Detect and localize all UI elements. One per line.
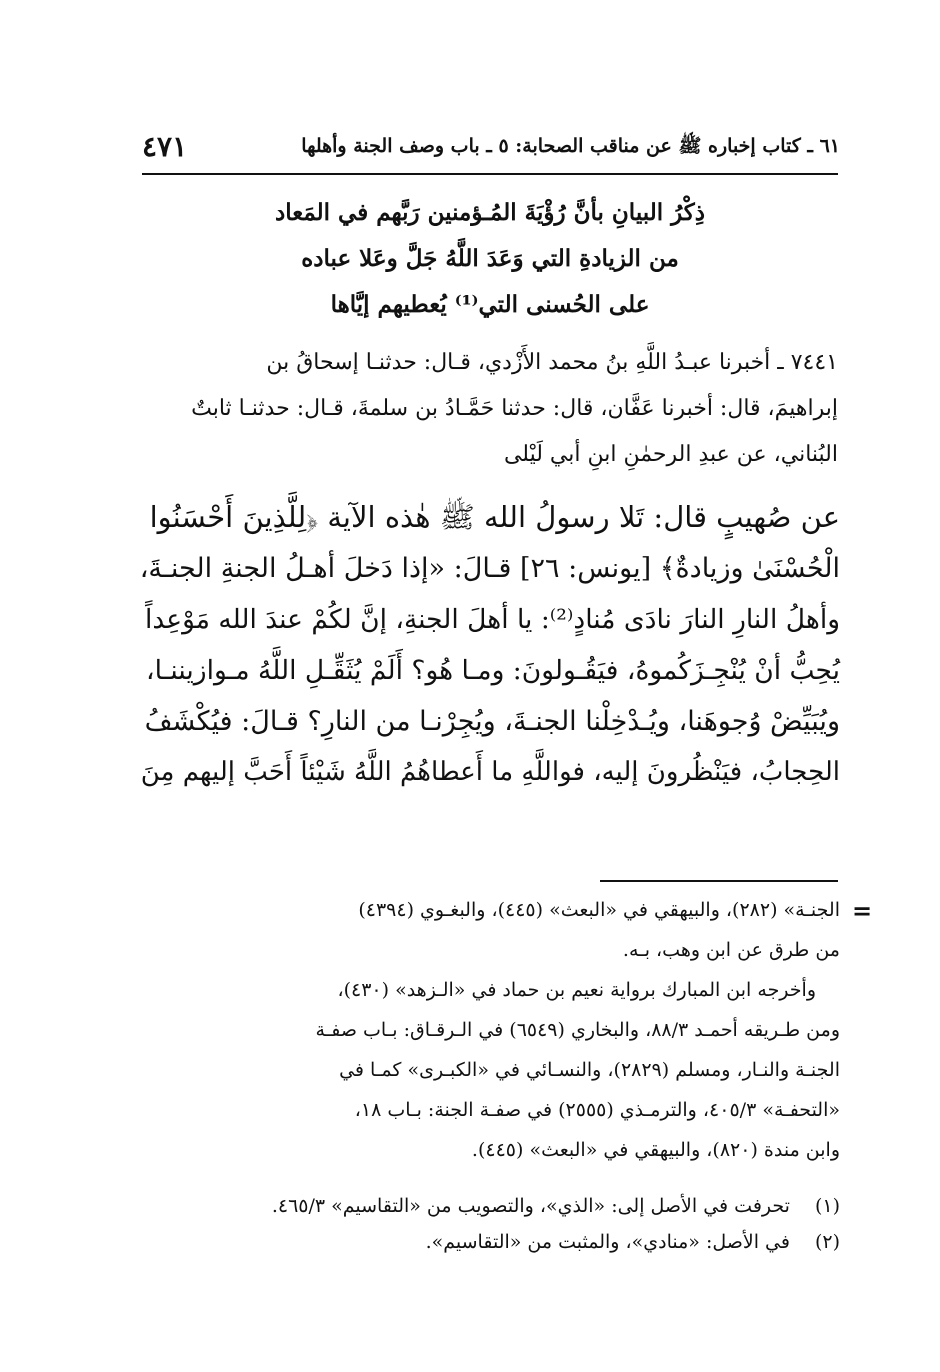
heading-line: ذِكْرُ البيانِ بأنَّ رُؤْيَةَ المُـؤمنين رَبَّهم في المَعاد — [274, 199, 705, 226]
matn-line: عن صُهيبٍ قال: تَلا رسولُ الله ﷺ هٰذه الآية ﴿لِلَّذِينَ أَحْسَنُوا — [149, 500, 840, 534]
heading-line: من الزيادةِ التي وَعَدَ اللَّهُ جَلَّ وعَلا عباده — [301, 245, 679, 272]
footnote-line: الجنـة» (٢٨٢)، والبيهقي في «البعث» (٤٤٥)، والبغـوي (٤٣٩٤) — [358, 899, 840, 921]
running-title: ٦١ ـ كتاب إخباره ﷺ عن مناقب الصحابة: ٥ ـ باب وصف الجنة وأهلها — [301, 135, 840, 157]
footnote-line: من طرق عن ابن وهب، بـه. — [622, 939, 840, 961]
footnote-text: تحرفت في الأصل إلى: «الذي»، والتصويب من «التقاسيم» ٤٦٥/٣. — [271, 1195, 790, 1217]
footnotes — [140, 1188, 840, 1260]
matn-line: الحِجابُ، فيَنْظُرونَ إليه، فواللَّهِ ما أَعطاهُمُ اللَّهُ شَيْئاً أَحَبَّ إليهم مِنَ — [140, 757, 840, 787]
footnote-1 — [140, 1188, 840, 1224]
footnote-line: ومن طـريقه أحمـد ٨٨/٣، والبخاري (٦٥٤٩) في الـرقـاق: بـاب صفـة — [315, 1019, 840, 1041]
matn-line: وأهلُ النارِ النارَ نادَى مُنادٍ⁽²⁾: يا أهلَ الجنةِ، إنَّ لكُمْ عندَ الله مَوْعِداً — [145, 604, 840, 635]
footnote-line: «التحفـة» ٤٠٥/٣، والترمـذي (٢٥٥٥) في صفـة الجنة: بـاب ١٨، — [354, 1099, 840, 1121]
footnote-rule — [600, 880, 838, 882]
header-rule — [142, 173, 838, 175]
isnad-line: البُناني، عن عبدِ الرحمٰنِ ابنِ أبي لَيْلى — [503, 442, 838, 467]
isnad-line: ٧٤٤١ ـ أخبرنا عبـدُ اللَّهِ بنُ محمد الأَزْدي، قـال: حدثنـا إسحاقُ بن — [266, 350, 838, 375]
footnote-line: وأخرجه ابن المبارك برواية نعيم بن حماد في «الـزهد» (٤٣٠)، — [337, 979, 816, 1001]
hadith-matn — [140, 492, 840, 798]
page-number: ٤٧١ — [142, 130, 188, 163]
isnad-line: إبراهيمَ، قال: أخبرنا عَفَّان، قال: حدثنا حَمَّـادُ بن سلمةَ، قـال: حدثنـا ثابتٌ — [191, 396, 838, 421]
footnote-2 — [140, 1224, 840, 1260]
footnote-text: في الأصل: «منادي»، والمثبت من «التقاسيم». — [425, 1231, 790, 1253]
footnote-continuation — [140, 890, 840, 1170]
footnote-number: (١) — [814, 1195, 840, 1217]
continuation-mark: = — [852, 896, 873, 925]
matn-line: ويُبَيِّضْ وُجوهَنا، ويُـدْخِلْنا الجنـةَ، ويُجِرْنـا من النارِ؟ قـالَ: فيُكْشَفُ — [144, 706, 840, 737]
hadith-isnad — [142, 340, 838, 478]
running-head — [140, 128, 840, 168]
footnote-line: وابن مندة (٨٢٠)، والبيهقي في «البعث» (٤٤٥). — [471, 1139, 840, 1161]
chapter-heading — [140, 190, 840, 328]
heading-line: على الحُسنى التي⁽¹⁾ يُعطيهم إيَّاها — [330, 291, 650, 318]
footnote-line: الجنـة والنـار، ومسلم (٢٨٢٩)، والنسـائي في «الكبـرى» كمـا في — [339, 1059, 840, 1081]
matn-line: يُحِبُّ أنْ يُنْجِـزَكُموهُ، فيَقُـولونَ: ومـا هُو؟ أَلَمْ يُثَقِّـلِ اللَّهُ مـوازيننـا، — [146, 655, 840, 686]
footnote-number: (٢) — [814, 1231, 840, 1253]
matn-line: الْحُسْنَىٰ وزيادةٌ﴾ [يونس: ٢٦] قـالَ: «إذا دَخلَ أهـلُ الجنةِ الجنـةَ، — [139, 553, 840, 584]
